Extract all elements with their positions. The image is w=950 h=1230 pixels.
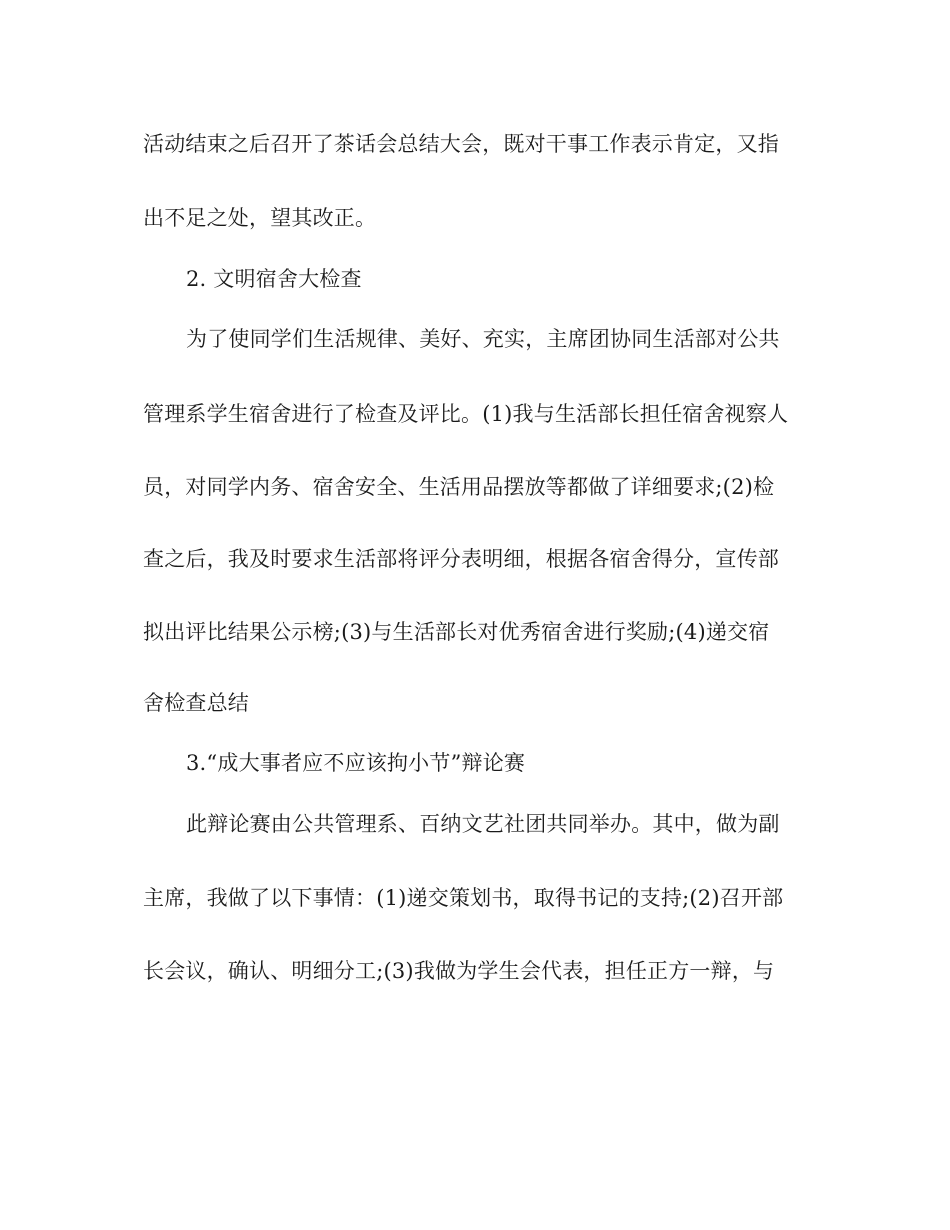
paragraph-line: 主席，我做了以下事情：(1)递交策划书，取得书记的支持;(2)召开部 [143, 886, 784, 910]
paragraph-line: 舍检查总结 [143, 691, 249, 715]
paragraph-line: 为了使同学们生活规律、美好、充实，主席团协同生活部对公共 [186, 327, 780, 351]
paragraph-line: 长会议，确认、明细分工;(3)我做为学生会代表，担任正方一辩，与 [143, 959, 775, 983]
paragraph-line: 员，对同学内务、宿舍安全、生活用品摆放等都做了详细要求;(2)检 [143, 475, 775, 499]
paragraph-line: 此辩论赛由公共管理系、百纳文艺社团共同举办。其中，做为副 [186, 812, 780, 836]
paragraph-line: 管理系学生宿舍进行了检查及评比。(1)我与生活部长担任宿舍视察人 [143, 402, 789, 426]
paragraph-line: 拟出评比结果公示榜;(3)与生活部长对优秀宿舍进行奖励;(4)递交宿 [143, 620, 770, 644]
paragraph-line: 活动结束之后召开了茶话会总结大会，既对干事工作表示肯定，又指 [143, 132, 779, 156]
paragraph-line: 出不足之处，望其改正。 [143, 206, 377, 230]
paragraph-line: 查之后，我及时要求生活部将评分表明细，根据各宿舍得分，宣传部 [143, 547, 779, 571]
section-heading: 3.“成大事者应不应该拘小节”辩论赛 [186, 751, 526, 775]
section-heading: 2. 文明宿舍大检查 [186, 267, 362, 291]
